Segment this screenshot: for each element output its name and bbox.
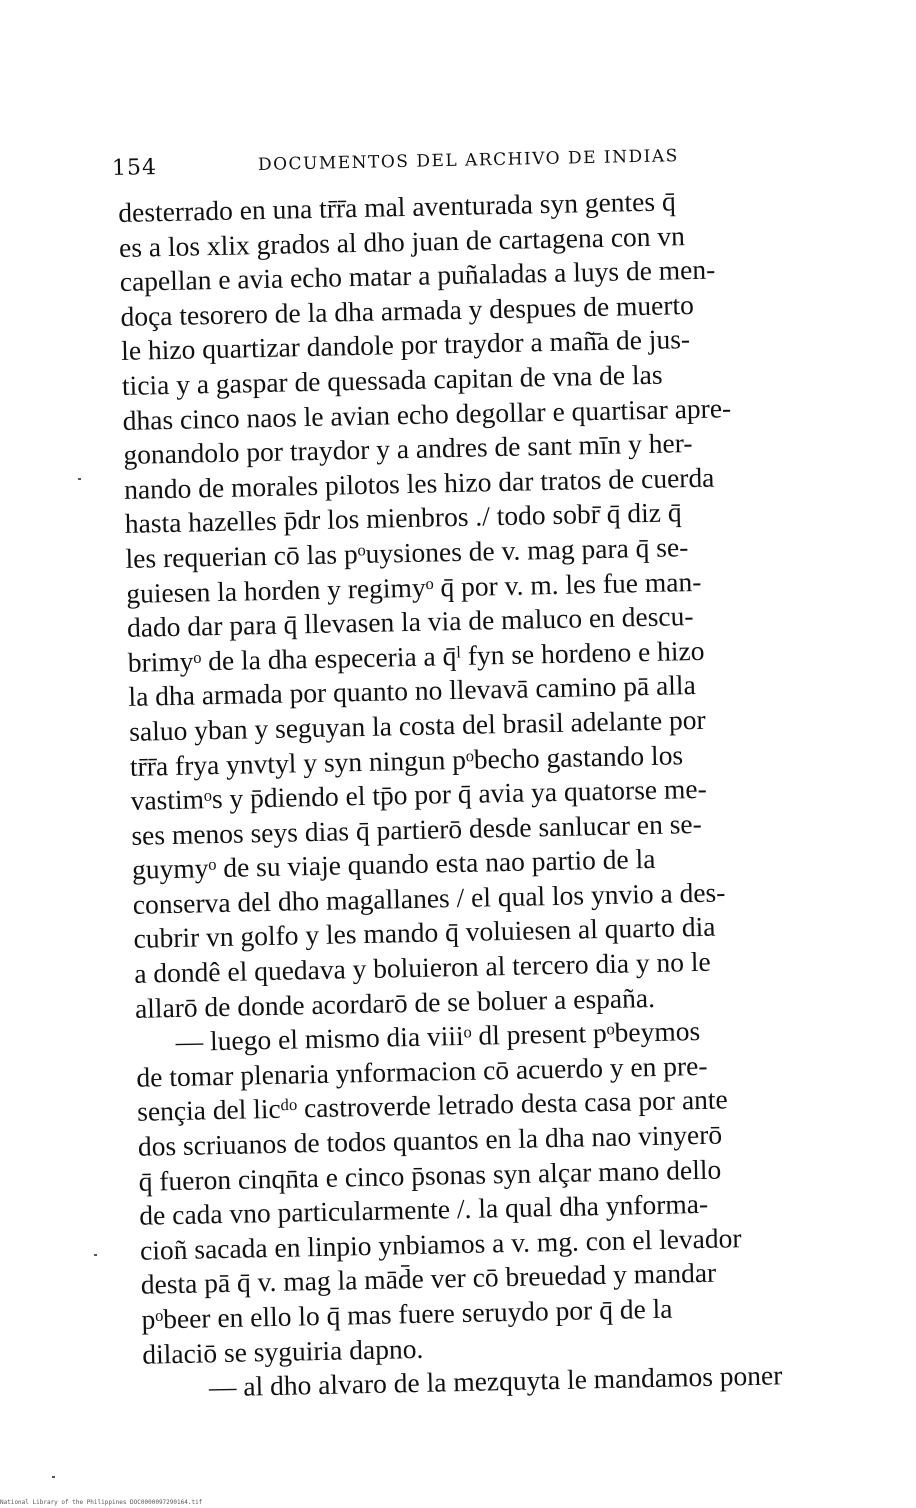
page-header (112, 134, 803, 188)
text-line: dilaciō se syguiria dapno. (141, 1332, 424, 1370)
paragraph-start-line: — luego el mismo dia viiiᵒ dl present pᵒbeymos (175, 1015, 701, 1058)
text-line: guiesen la horden y regimyᵒ q̄ por v. m. les fue man- (125, 565, 702, 609)
text-line: desta pā q̄ v. mag la mād̄e ver cō breuedad y mandar (140, 1257, 717, 1301)
text-line: de cada vno particularmente /. la qual dha ynforma- (139, 1188, 709, 1231)
text-line: hasta hazelles p̄dr los mienbros ./ todo sobr̄ q̄ diz q̄ (124, 496, 682, 540)
text-line: saluo yban y seguyan la costa del brasil adelante por (128, 703, 706, 747)
text-line: capellan e avia echo matar a puñaladas a luys de men- (119, 253, 716, 298)
scan-speck (94, 1254, 97, 1256)
text-line: q̄ fueron cinqn̄ta e cinco p̄sonas syn alçar mano dello (138, 1153, 722, 1197)
text-line: dado dar para q̄ llevasen la via de maluco en descu- (126, 600, 694, 644)
text-line: vastimᵒs y p̄diendo el tp̄o por q̄ avia ya quatorse me- (130, 772, 707, 816)
text-line: cioñ sacada en linpio ynbiamos a v. mg. con el levador (139, 1221, 742, 1266)
text-line: es a los xlix grados al dho juan de cartagena con vn (118, 219, 686, 263)
paragraph-start-line: — al dho alvaro de la mezquyta le mandamos poner (208, 1359, 783, 1403)
text-line: le hizo quartizar dandole por traydor a mañ̄a de jus- (120, 323, 691, 367)
running-head: DOCUMENTOS DEL ARCHIVO DE INDIAS (257, 146, 679, 175)
text-line: la dha armada por quanto no llevavā camino pā alla (128, 669, 697, 713)
text-line: allarō de donde acordarō de se boluer a españa. (134, 981, 656, 1024)
text-line: desterrado en una tr̄r̄a mal aventurada syn gentes q̄ (118, 185, 676, 228)
text-line: nando de morales pilotos les hizo dar tratos de cuerda (123, 461, 715, 505)
text-line: de tomar plenaria ynformacion cō acuerdo y en pre- (136, 1049, 708, 1093)
text-line: guymyᵒ de su viaje quando esta nao partio de la (131, 843, 656, 886)
scan-speck (78, 478, 81, 480)
text-line: cubrir vn golfo y les mando q̄ voluiesen al quarto dia (133, 911, 716, 955)
document-body (118, 182, 823, 1407)
text-line: sençia del licᵈᵒ castroverde letrado desta casa por ante (136, 1083, 729, 1128)
text-line: ticia y a gaspar de quessada capitan de vna de las (121, 358, 663, 401)
text-line: dhas cinco naos le avian echo degollar e quartisar apre- (122, 391, 732, 436)
text-line: ses menos seys dias q̄ partierō desde sanlucar en se- (131, 807, 703, 851)
text-line: doça tesorero de la dha armada y despues de muerto (120, 288, 695, 332)
text-line: conserva del dho magallanes / el qual los ynvio a des- (132, 876, 726, 920)
text-line: brimyᵒ de la dha especeria a q̄ˡ fyn se hordeno e hizo (127, 634, 705, 678)
text-line: a dondê el quedava y boluieron al tercero dia y no le (133, 945, 711, 989)
text-line: pᵒbeer en ello lo q̄ mas fuere seruydo por q̄ de la (141, 1292, 673, 1335)
scan-footer: National Library of the Philippines DOC0000097290164.tif (0, 1499, 203, 1506)
page-number: 154 (111, 155, 158, 181)
scan-speck (52, 1476, 55, 1478)
text-line: tr̄r̄a frya ynvtyl y syn ningun pᵒbecho gastando los (129, 738, 684, 782)
text-line: les requerian cō las pᵒuysiones de v. mag para q̄ se- (125, 531, 689, 574)
text-line: dos scriuanos de todos quantos en la dha nao vinyerō (137, 1118, 723, 1162)
text-line: gonandolo por traydor y a andres de sant mīn y her- (123, 427, 693, 471)
